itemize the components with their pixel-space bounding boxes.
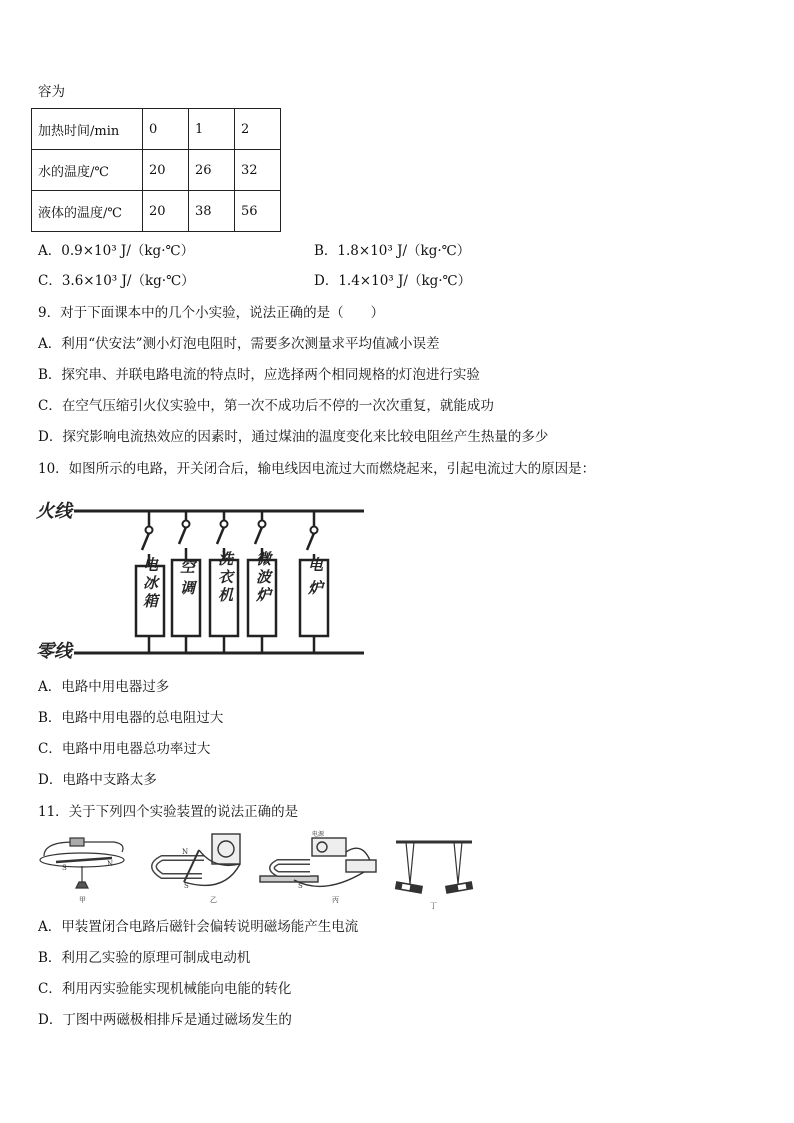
appliance-branch xyxy=(300,511,328,653)
table-cell: 56 xyxy=(235,191,281,232)
appliance-branch xyxy=(172,511,200,653)
table-cell: 20 xyxy=(143,150,189,191)
caption-ding: 丁 xyxy=(430,902,437,910)
pole-s-label: S xyxy=(62,864,67,872)
appliance-label: 洗衣机 xyxy=(216,551,234,605)
q10-option-d: D．电路中支路太多 xyxy=(38,772,157,788)
experiment-bing xyxy=(260,838,376,886)
magnetism-experiments-figure xyxy=(34,830,474,912)
q8-option-c: C．3.6×10³ J/（kg·℃） xyxy=(38,273,195,289)
appliance-label: 电炉 xyxy=(306,557,324,603)
appliance-label: 空调 xyxy=(178,559,196,601)
appliance-label: 电冰箱 xyxy=(141,557,159,611)
table-cell: 1 xyxy=(189,109,235,150)
table-cell: 32 xyxy=(235,150,281,191)
q10-option-c: C．电路中用电器总功率过大 xyxy=(38,741,211,757)
pole-s-label: S xyxy=(298,882,303,890)
q11-option-c: C．利用丙实验能实现机械能向电能的转化 xyxy=(38,981,292,997)
table-cell: 加热时间/min xyxy=(32,109,143,150)
q10-stem: 10．如图所示的电路，开关闭合后，输电线因电流过大而燃烧起来，引起电流过大的原因是： xyxy=(38,461,596,477)
pole-s-label: S xyxy=(184,882,189,890)
pole-n-label: N xyxy=(182,848,189,856)
data-table xyxy=(31,108,281,232)
table-cell: 0 xyxy=(143,109,189,150)
appliance-branch xyxy=(248,511,276,653)
q9-option-c: C．在空气压缩引火仪实验中，第一次不成功后不停的一次次重复，就能成功 xyxy=(38,398,494,414)
experiment-ding xyxy=(396,842,473,893)
table-row xyxy=(32,109,281,150)
q10-option-a: A．电路中用电器过多 xyxy=(38,679,170,695)
q11-stem: 11．关于下列四个实验装置的说法正确的是 xyxy=(38,804,299,820)
experiment-yi xyxy=(154,834,240,885)
table-row xyxy=(32,191,281,232)
appliance-label: 微波炉 xyxy=(254,551,272,605)
table-cell: 38 xyxy=(189,191,235,232)
table-cell: 液体的温度/℃ xyxy=(32,191,143,232)
q11-option-b: B．利用乙实验的原理可制成电动机 xyxy=(38,950,251,966)
table-row xyxy=(32,150,281,191)
caption-bing: 丙 xyxy=(332,896,339,904)
power-label: 电源 xyxy=(312,831,325,838)
table-cell: 水的温度/℃ xyxy=(32,150,143,191)
q9-stem: 9．对于下面课本中的几个小实验，说法正确的是（ ） xyxy=(38,305,385,321)
q11-option-a: A．甲装置闭合电路后磁针会偏转说明磁场能产生电流 xyxy=(38,919,359,935)
pole-n-label: N xyxy=(107,860,114,868)
q8-option-d: D．1.4×10³ J/（kg·℃） xyxy=(314,273,472,289)
q10-option-b: B．电路中用电器的总电阻过大 xyxy=(38,710,224,726)
q11-option-d: D．丁图中两磁极相排斥是通过磁场发生的 xyxy=(38,1012,292,1028)
household-circuit-figure xyxy=(34,490,374,666)
caption-jia: 甲 xyxy=(79,896,86,904)
table-cell: 2 xyxy=(235,109,281,150)
q8-option-b: B．1.8×10³ J/（kg·℃） xyxy=(314,243,471,259)
caption-yi: 乙 xyxy=(210,896,217,904)
q8-option-a: A．0.9×10³ J/（kg·℃） xyxy=(38,243,195,259)
appliance-branch xyxy=(136,511,164,653)
appliance-branch xyxy=(210,511,238,653)
q9-option-d: D．探究影响电流热效应的因素时，通过煤油的温度变化来比较电阻丝产生热量的多少 xyxy=(38,429,549,445)
neutral-wire-label: 零线 xyxy=(36,641,72,662)
q9-option-b: B．探究串、并联电路电流的特点时，应选择两个相同规格的灯泡进行实验 xyxy=(38,367,480,383)
live-wire-label: 火线 xyxy=(36,501,72,522)
question-continuation: 容为 xyxy=(38,84,65,100)
table-cell: 26 xyxy=(189,150,235,191)
table-cell: 20 xyxy=(143,191,189,232)
q9-option-a: A．利用“伏安法”测小灯泡电阻时，需要多次测量求平均值减小误差 xyxy=(38,336,440,352)
